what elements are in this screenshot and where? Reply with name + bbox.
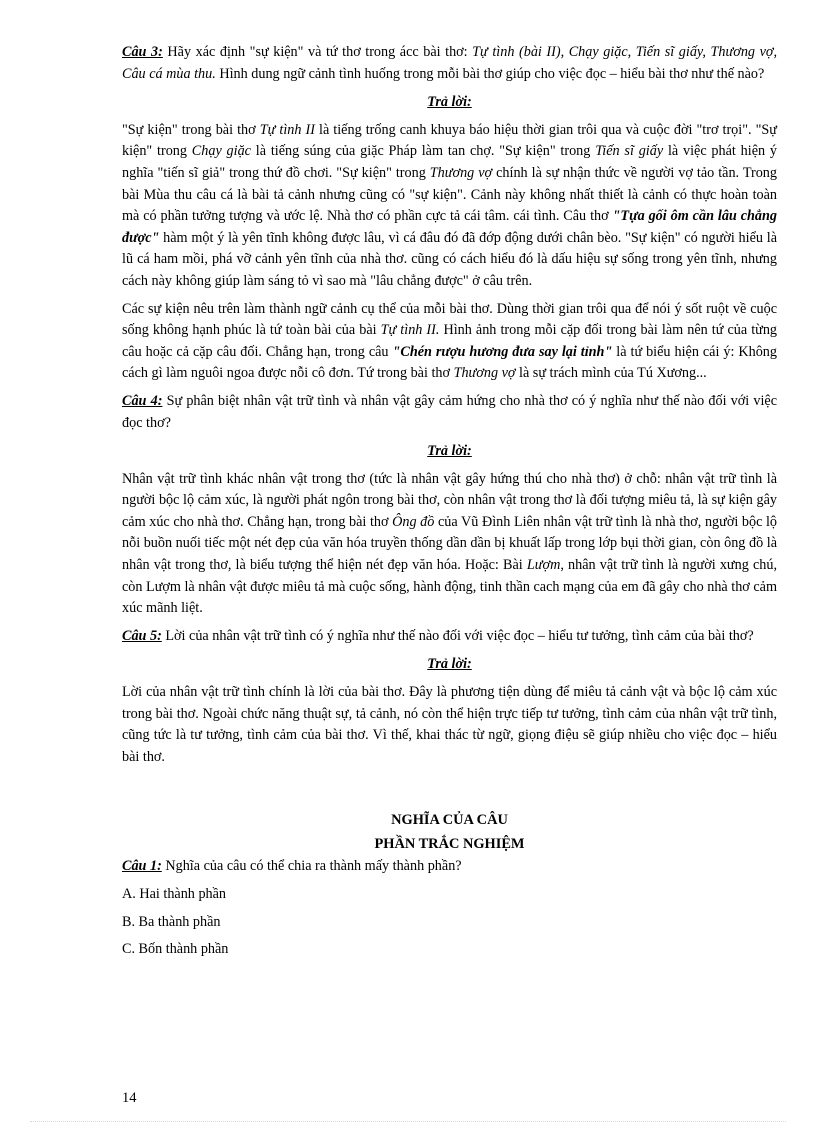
poem-list: Tự tình (bài II), Chạy giặc, Tiến sĩ giấy, Thương vợ, Câu cá mùa thu. [122,44,778,82]
question-4: Câu 4: Sự phân biệt nhân vật trữ tình và nhân vật gây cảm hứng cho nhà thơ có ý nghĩa như thế nào đối với việc đọc thơ? [122,392,777,431]
section-title: NGHĨA CỦA CÂU [391,812,508,829]
mc-question-1-label: Câu 1: [122,858,162,875]
answer-4-paragraph: Nhân vật trữ tình khác nhân vật trong thơ (tức là nhân vật gây hứng thú cho nhà thơ) ở chỗ: nhân vật trữ tình là người bộc lộ cảm xúc, là người phát ngôn trong bài thơ, còn nhân vật trong thơ là đối tượng miêu tả, là sự kiện gây cảm xúc cho nhà thơ. Chẳng hạn, trong bài thơ Ông đồ của Vũ Đình Liên nhân vật trữ tình là nhà thơ, người bộc lộ nỗi buồn nuối tiếc một nét đẹp của văn hóa truyền thống dần dần bị khuất lấp trong lớp bụi thời gian, còn ông đồ là nhân vật trong thơ, là biểu tượng thể hiện nét đẹp văn hóa. Hoặc: Bài Lượm, nhân vật trữ tình là người xưng chú, còn Lượm là nhân vật được miêu tả mà cuộc sống, hành động, tinh thần cach mạng của em đã gây cho nhà thơ cảm xúc mãnh liệt. [122,470,778,617]
answer-3-paragraph-1: "Sự kiện" trong bài thơ Tự tình II là tiếng trống canh khuya báo hiệu thời gian trôi qua và cuộc đời "trơ trọi". "Sự kiện" trong Chạy giặc là tiếng súng của giặc Pháp làm tan chợ. "Sự kiện" trong Tiến sĩ giấy là việc phát hiện ý nghĩa "tiến sĩ giả" trong thứ đồ chơi. "Sự kiện" trong Thương vợ chính là sự nhận thức về người vợ tảo tần. Trong bài Mùa thu câu cá là bài tả cảnh nhưng cũng có "sự kiện". Cảnh này không nhất thiết là cảnh có thực hoàn toàn mà có phần tưởng tượng và ước lệ. Nhà thơ có phần cực tả cái tâm. cái tình. Câu thơ "Tựa gối ôm cần lâu chẳng được" hàm một ý là yên tĩnh không được lâu, vì cá đâu đó đã đớp động dưới chân bèo. "Sự kiện" có người hiểu là lũ cá ham mồi, phá vỡ cảnh yên tĩnh của nhà thơ. cũng có cách hiểu đó là dấu hiệu sự sống trong yên tĩnh, nhưng cách này không giúp làm sáng tỏ vì sao mà "lâu chẳng được" ở câu trên. [122,121,777,289]
footer-divider [30,1121,786,1122]
option-c: C. Bốn thành phần [122,941,229,958]
answer-heading-5: Trả lời: [427,656,472,673]
answer-heading-3: Trả lời: [427,94,472,111]
answer-5-paragraph: Lời của nhân vật trữ tình chính là lời của bài thơ. Đây là phương tiện dùng để miêu tả cảnh vật và bộc lộ cảm xúc trong bài thơ. Ngoài chức năng thuật sự, tả cảnh, nó còn thể hiện trực tiếp tư tưởng, tình cảm của nhân vật trữ tình, cũng tức là tư tưởng, tình cảm của bài thơ. Vì thế, khai thác từ ngữ, giọng điệu sẽ giúp nhiều cho việc đọc – hiểu bài thơ. [122,684,777,765]
question-3: Câu 3: Hãy xác định "sự kiện" và tứ thơ trong ácc bài thơ: Tự tình (bài II), Chạy giặc, Tiến sĩ giấy, Thương vợ, Câu cá mùa thu. Hình dung ngữ cảnh tình huống trong mỗi bài thơ giúp cho việc đọc – hiểu bài thơ như thế nào? [122,44,778,82]
question-3-label: Câu 3: [122,44,163,60]
answer-3-paragraph-2: Các sự kiện nêu trên làm thành ngữ cảnh cụ thể của mỗi bài thơ. Dùng thời gian trôi qua để nói ý sốt ruột về cuộc sống không hạnh phúc là tứ toàn bài của bài Tự tình II. Hình ảnh trong mỗi cặp đối trong bài làm nên tứ của từng câu hoặc cả cặp câu đối. Chẳng hạn, trong câu "Chén rượu hương đưa say lại tỉnh" là tứ biểu hiện cái ý: Không cách gì làm nguôi ngoa được nỗi cô đơn. Tứ trong bài thơ Thương vợ là sự trách mình của Tú Xương... [122,300,778,382]
mc-question-1: Câu 1: Nghĩa của câu có thể chia ra thành mấy thành phần? [122,858,462,875]
document-page [122,42,777,967]
question-5-label: Câu 5: [122,627,162,644]
question-4-label: Câu 4: [122,392,163,409]
answer-heading-4: Trả lời: [427,443,472,460]
option-a: A. Hai thành phần [122,886,227,902]
option-b: B. Ba thành phần [122,913,221,930]
page-number: 14 [122,1090,137,1106]
question-5: Câu 5: Lời của nhân vật trữ tình có ý nghĩa như thế nào đối với việc đọc – hiểu tư tưởng, tình cảm của bài thơ? [122,627,754,644]
section-subtitle: PHẦN TRẮC NGHIỆM [374,836,525,853]
